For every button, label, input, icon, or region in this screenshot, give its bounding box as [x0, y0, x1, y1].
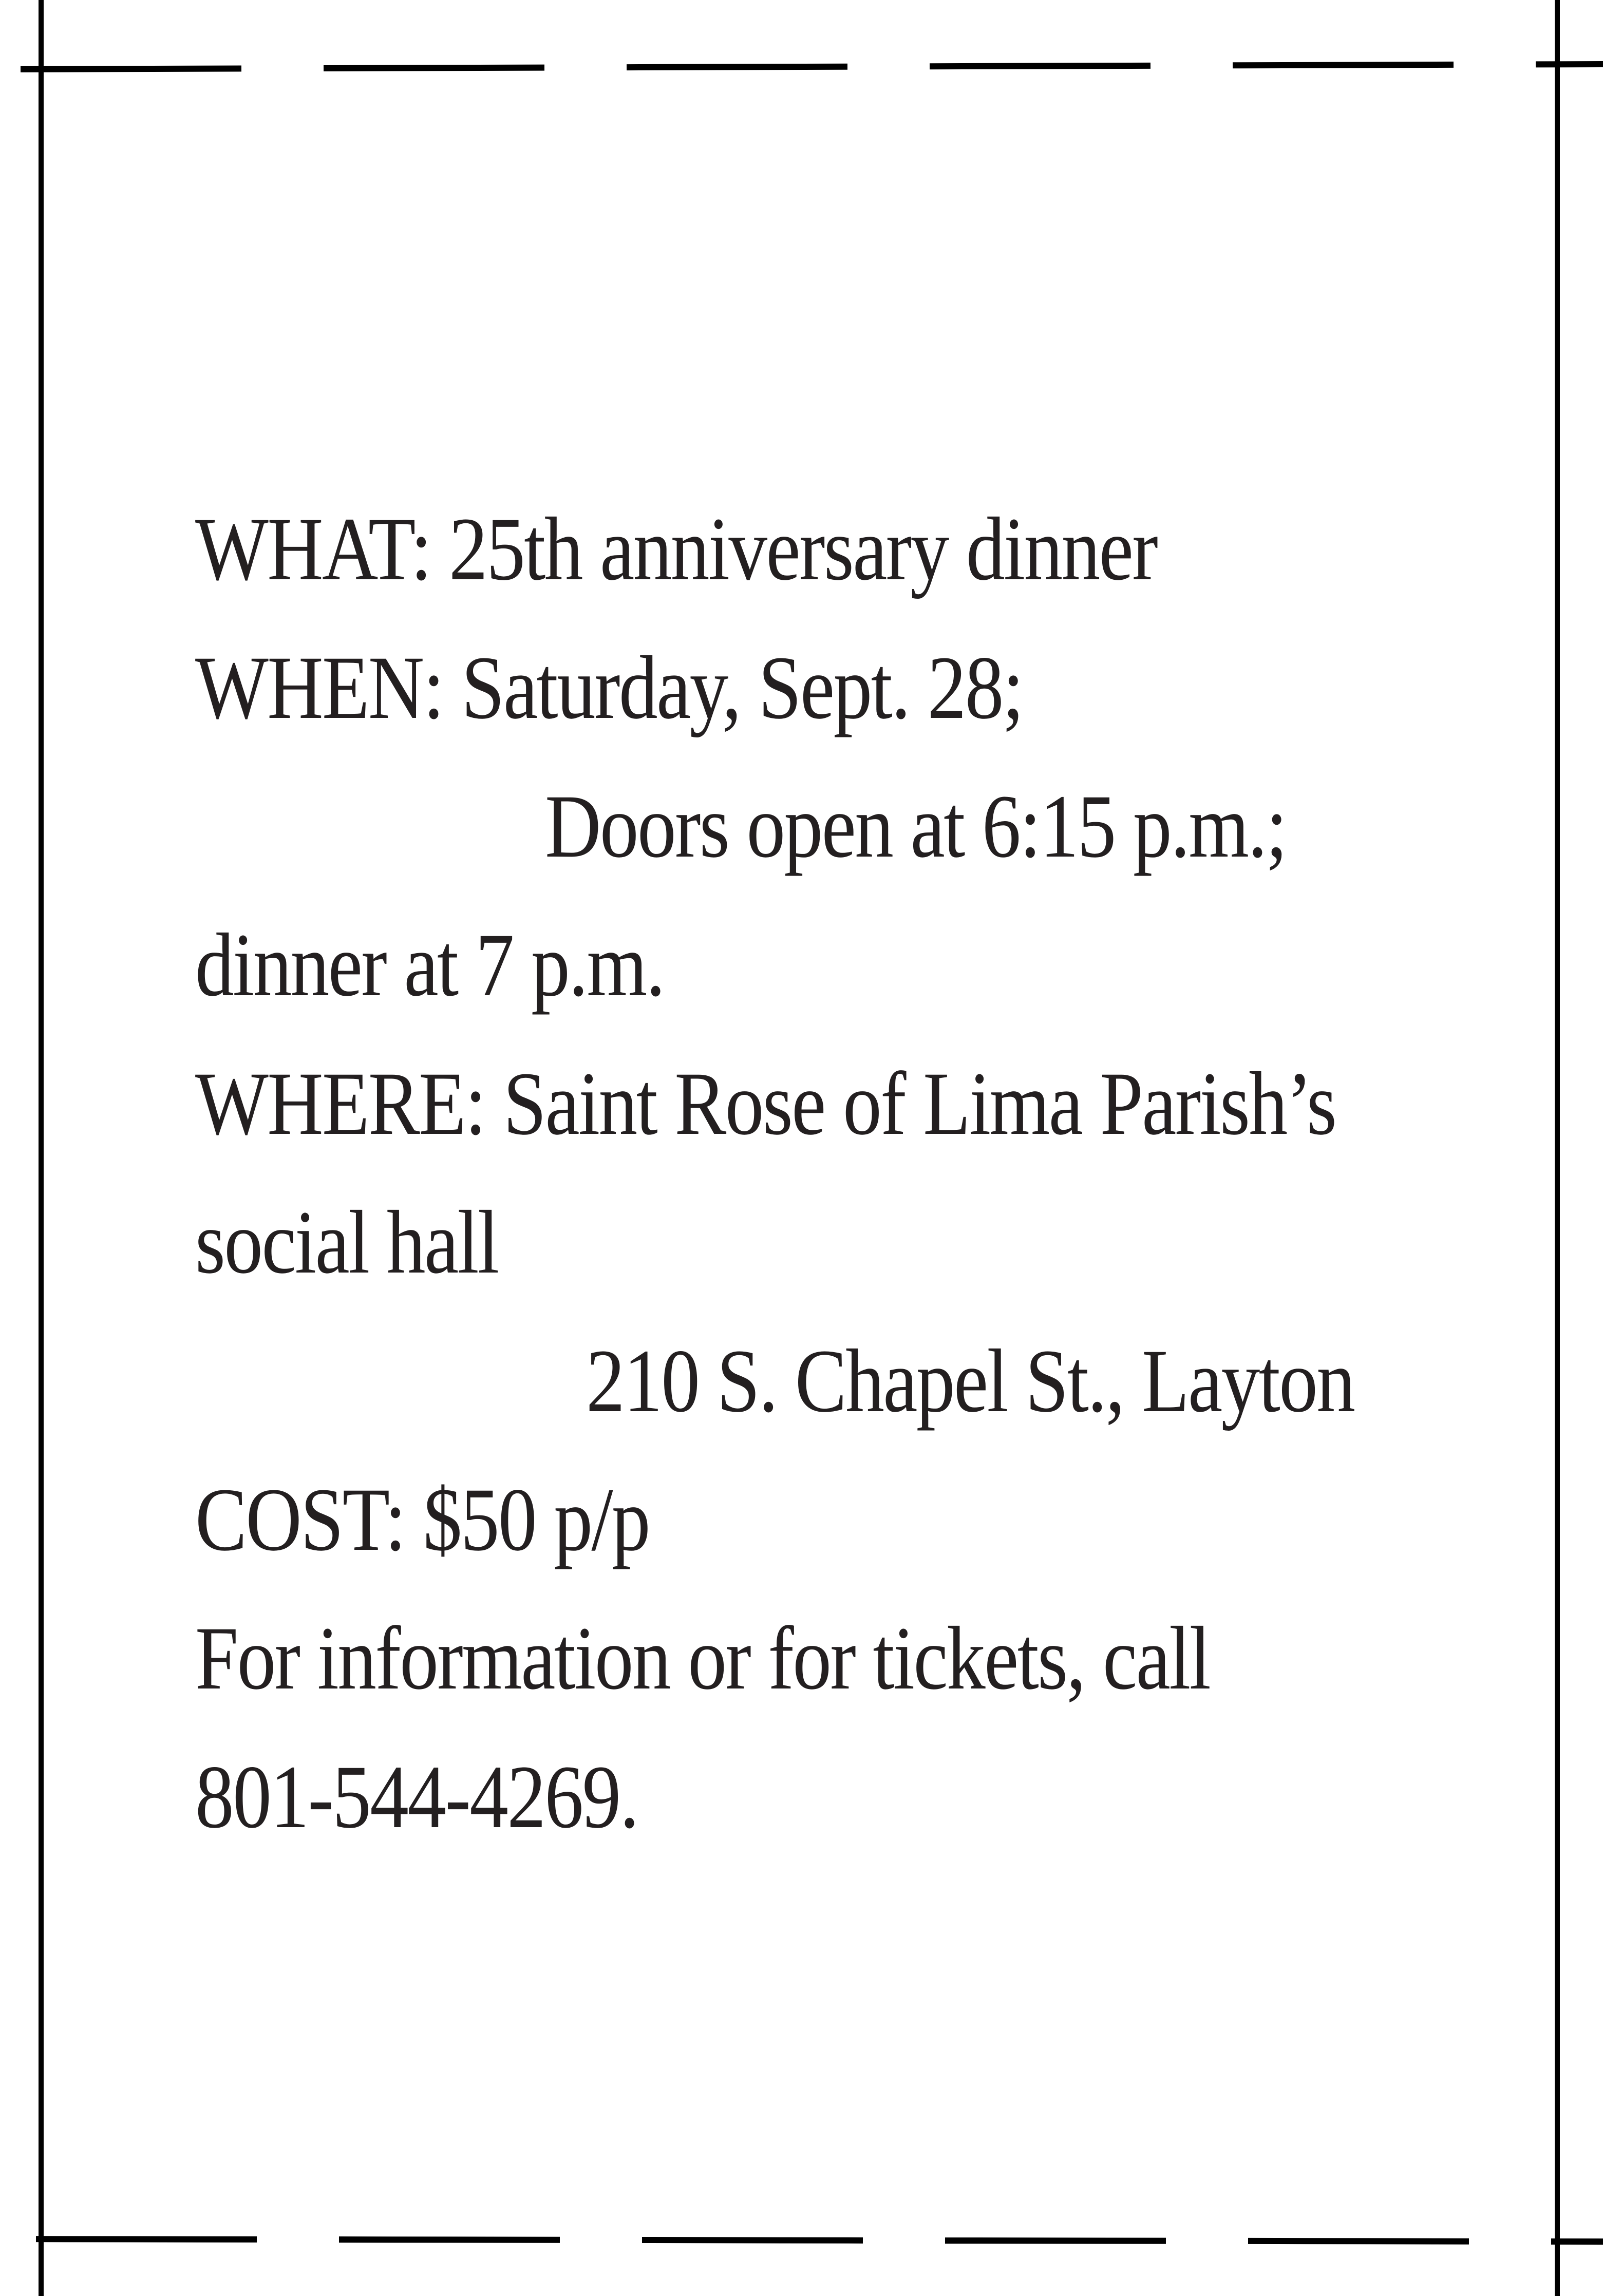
- dinner-line: dinner at 7 p.m.: [195, 915, 664, 1015]
- address-line: 210 S. Chapel St., Layton: [586, 1331, 1354, 1431]
- venue-line: social hall: [195, 1192, 498, 1293]
- info-line: For information or for tickets, call: [195, 1608, 1210, 1709]
- phone-line: 801-544-4269.: [195, 1747, 638, 1847]
- where-line: WHERE: Saint Rose of Lima Parish’s: [195, 1054, 1336, 1154]
- cost-line: COST: $50 p/p: [195, 1470, 650, 1570]
- what-line: WHAT: 25th anniversary dinner: [195, 499, 1157, 599]
- event-details: [195, 480, 1352, 1867]
- bottom-dashed-line: [0, 2239, 1603, 2242]
- when-line: WHEN: Saturday, Sept. 28;: [195, 638, 1023, 738]
- doors-line: Doors open at 6:15 p.m.;: [545, 776, 1287, 877]
- top-dashed-line: [0, 64, 1603, 69]
